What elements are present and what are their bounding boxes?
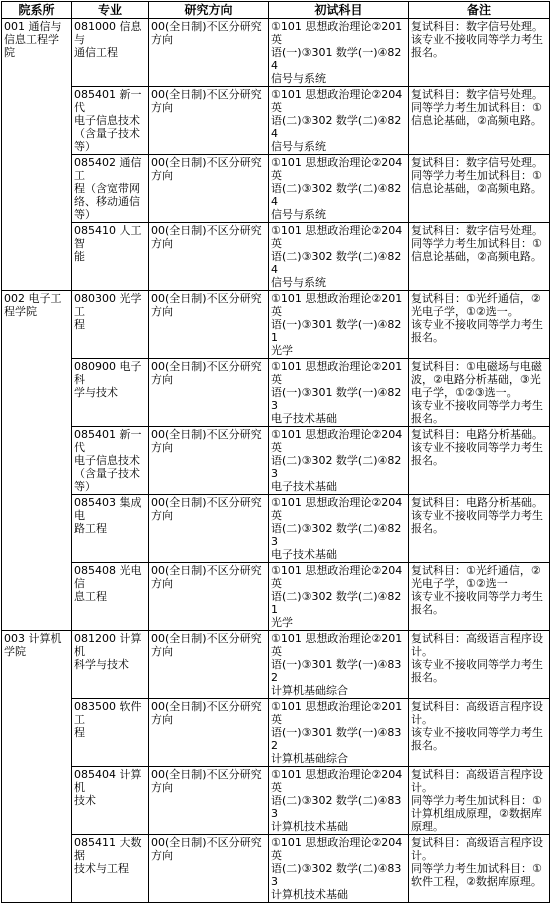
exam-text: ①101 思想政治理论②201 英 语(一)③301 数学(一)④821 光学 [271,292,403,357]
exam-text: ①101 思想政治理论②201 英 语(一)③301 数学(一)④832 计算机基础综合 [271,632,403,697]
exam-text: ①101 思想政治理论②204 英 语(二)③302 数学(二)④824 信号与系统 [271,156,403,221]
major-text: 080300 光学工 程 [74,292,142,331]
header-exam: 初试科目 [269,2,409,19]
direction-text: 00(全日制)不区分研究 方向 [151,836,262,862]
header-note: 备注 [409,2,550,19]
note-text: 复试科目：①光纤通信，② 光电子学，①②选一。 该专业不接收同等学力考生 报名。 [411,292,543,344]
major-text: 085402 通信工 程（含宽带网 络、移动通信 等） [74,156,142,221]
note-text: 复试科目：电路分析基础。 该专业不接收同等学力考生 报名。 [411,428,543,467]
cell-exam [269,495,409,563]
cell-exam [269,427,409,495]
major-text: 085401 新一代 电子信息技术 （含量子技术 等） [74,88,142,153]
cell-school [2,631,72,903]
direction-text: 00(全日制)不区分研究 方向 [151,88,262,114]
cell-direction [149,155,269,223]
table-row [2,699,550,767]
direction-text: 00(全日制)不区分研究 方向 [151,632,262,658]
table-row [2,427,550,495]
exam-text: ①101 思想政治理论②201 英 语(一)③301 数学(一)④823 电子技术基础 [271,360,403,425]
table-row [2,767,550,835]
cell-direction [149,495,269,563]
school-name: 003 计算机学院 [4,632,62,658]
cell-major [72,223,149,291]
cell-exam [269,699,409,767]
cell-direction [149,359,269,427]
program-table [1,1,550,903]
major-text: 085410 人工智 能 [74,224,142,263]
cell-note [409,291,550,359]
exam-text: ①101 思想政治理论②201 英 语(一)③301 数学(一)④824 信号与系统 [271,20,403,85]
note-text: 复试科目：①电磁场与电磁 波，②电路分析基础，③光 电子学，①②③选一。 该专业不接收同等学力考生 报名。 [411,360,543,425]
cell-direction [149,291,269,359]
direction-text: 00(全日制)不区分研究 方向 [151,564,262,590]
cell-exam [269,767,409,835]
direction-text: 00(全日制)不区分研究 方向 [151,224,262,250]
header-row [2,2,550,19]
table-row [2,87,550,155]
table-body [2,19,550,903]
direction-text: 00(全日制)不区分研究 方向 [151,768,262,794]
cell-direction [149,87,269,155]
cell-major [72,155,149,223]
table-row [2,631,550,699]
cell-note [409,563,550,631]
note-text: 复试科目：数字信号处理。 该专业不接收同等学力考生 报名。 [411,20,543,59]
cell-direction [149,223,269,291]
cell-school [2,291,72,631]
note-text: 复试科目：电路分析基础。 该专业不接收同等学力考生 报名。 [411,496,543,535]
cell-note [409,87,550,155]
direction-text: 00(全日制)不区分研究 方向 [151,360,262,386]
cell-major [72,563,149,631]
cell-direction [149,835,269,903]
direction-text: 00(全日制)不区分研究 方向 [151,156,262,182]
cell-note [409,699,550,767]
direction-text: 00(全日制)不区分研究 方向 [151,496,262,522]
cell-note [409,835,550,903]
cell-exam [269,563,409,631]
major-text: 080900 电子科 学与技术 [74,360,142,399]
cell-exam [269,155,409,223]
major-text: 081000 信息与 通信工程 [74,20,142,59]
note-text: 复试科目：高级语言程序设 计。 该专业不接收同等学力考生 报名。 [411,700,543,752]
cell-major [72,495,149,563]
major-text: 085404 计算机 技术 [74,768,142,807]
cell-direction [149,19,269,87]
cell-major [72,699,149,767]
exam-text: ①101 思想政治理论②204 英 语(二)③302 数学(二)④821 光学 [271,564,403,629]
note-text: 复试科目：①光纤通信，② 光电子学，①②选一 该专业不接收同等学力考生 报名。 [411,564,543,616]
cell-major [72,87,149,155]
cell-major [72,19,149,87]
exam-text: ①101 思想政治理论②204 英 语(二)③302 数学(二)④833 计算机技术基础 [271,768,403,833]
exam-text: ①101 思想政治理论②204 英 语(二)③302 数学(二)④823 电子技术基础 [271,428,403,493]
exam-text: ①101 思想政治理论②204 英 语(二)③302 数学(二)④823 电子技术基础 [271,496,403,561]
cell-exam [269,359,409,427]
cell-note [409,359,550,427]
table-row [2,291,550,359]
cell-direction [149,699,269,767]
cell-major [72,631,149,699]
cell-exam [269,631,409,699]
cell-note [409,223,550,291]
cell-exam [269,835,409,903]
table-row [2,495,550,563]
note-text: 复试科目：高级语言程序设 计。 同等学力考生加试科目：① 软件工程，②数据库原理。 [411,836,543,888]
note-text: 复试科目：数字信号处理。 同等学力考生加试科目：① 信息论基础，②高频电路。 [411,224,543,263]
header-direction: 研究方向 [149,2,269,19]
table-row [2,155,550,223]
header-major: 专业 [72,2,149,19]
direction-text: 00(全日制)不区分研究 方向 [151,700,262,726]
exam-text: ①101 思想政治理论②204 英 语(二)③302 数学(二)④824 信号与系统 [271,224,403,289]
major-text: 083500 软件工 程 [74,700,142,739]
exam-text: ①101 思想政治理论②201 英 语(一)③301 数学(一)④832 计算机基础综合 [271,700,403,765]
table-row [2,19,550,87]
major-text: 081200 计算机 科学与技术 [74,632,142,671]
cell-major [72,291,149,359]
cell-major [72,427,149,495]
direction-text: 00(全日制)不区分研究 方向 [151,20,262,46]
cell-exam [269,87,409,155]
cell-major [72,767,149,835]
direction-text: 00(全日制)不区分研究 方向 [151,428,262,454]
note-text: 复试科目：数字信号处理。 同等学力考生加试科目：① 信息论基础，②高频电路。 [411,88,543,127]
table-row [2,359,550,427]
cell-direction [149,563,269,631]
note-text: 复试科目：高级语言程序设 计。 同等学力考生加试科目：① 计算机组成原理，②数据库 原理。 [411,768,543,833]
table-row [2,223,550,291]
exam-text: ①101 思想政治理论②204 英 语(二)③302 数学(二)④824 信号与系统 [271,88,403,153]
cell-exam [269,223,409,291]
note-text: 复试科目：高级语言程序设 计。 该专业不接收同等学力考生 报名。 [411,632,543,684]
cell-note [409,427,550,495]
cell-note [409,19,550,87]
note-text: 复试科目：数字信号处理。 同等学力考生加试科目：① 信息论基础，②高频电路。 [411,156,543,195]
cell-exam [269,19,409,87]
cell-exam [269,291,409,359]
cell-school [2,19,72,291]
cell-major [72,359,149,427]
school-name: 001 通信与信息工程学院 [4,20,62,59]
major-text: 085411 大数据 技术与工程 [74,836,142,875]
exam-text: ①101 思想政治理论②204 英 语(二)③302 数学(二)④833 计算机技术基础 [271,836,403,901]
header-school: 院系所 [2,2,72,19]
major-text: 085408 光电信 息工程 [74,564,142,603]
direction-text: 00(全日制)不区分研究 方向 [151,292,262,318]
cell-note [409,495,550,563]
table-row [2,835,550,903]
cell-direction [149,767,269,835]
school-name: 002 电子工程学院 [4,292,62,318]
major-text: 085401 新一代 电子信息技术 （含量子技术 等） [74,428,142,493]
table-row [2,563,550,631]
cell-major [72,835,149,903]
cell-note [409,767,550,835]
major-text: 085403 集成电 路工程 [74,496,142,535]
cell-note [409,155,550,223]
cell-direction [149,631,269,699]
cell-note [409,631,550,699]
cell-direction [149,427,269,495]
